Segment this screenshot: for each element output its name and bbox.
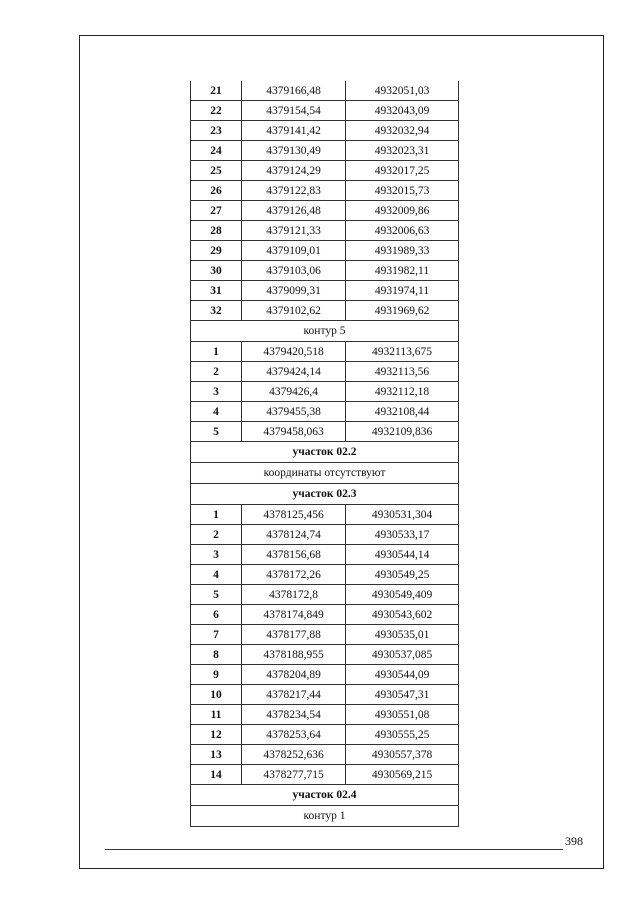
x-coordinate-cell: 4379109,01 [242, 241, 346, 261]
table-row [191, 362, 459, 382]
coordinates-table-body [191, 81, 459, 827]
section-heading: участок 02.4 [191, 785, 459, 806]
y-coordinate-cell: 4932015,73 [346, 181, 459, 201]
table-row [191, 161, 459, 181]
table-row [191, 565, 459, 585]
table-row [191, 301, 459, 321]
table-row [191, 705, 459, 725]
x-coordinate-cell: 4379126,48 [242, 201, 346, 221]
point-number-cell: 27 [191, 201, 242, 221]
table-row [191, 505, 459, 525]
table-row [191, 201, 459, 221]
table-row [191, 261, 459, 281]
x-coordinate-cell: 4378234,54 [242, 705, 346, 725]
x-coordinate-cell: 4378124,74 [242, 525, 346, 545]
point-number-cell: 2 [191, 362, 242, 382]
y-coordinate-cell: 4931969,62 [346, 301, 459, 321]
section-heading: участок 02.2 [191, 442, 459, 463]
x-coordinate-cell: 4379420,518 [242, 342, 346, 362]
x-coordinate-cell: 4378217,44 [242, 685, 346, 705]
y-coordinate-cell: 4930569,215 [346, 765, 459, 785]
y-coordinate-cell: 4930537,085 [346, 645, 459, 665]
y-coordinate-cell: 4932043,09 [346, 101, 459, 121]
point-number-cell: 24 [191, 141, 242, 161]
point-number-cell: 6 [191, 605, 242, 625]
point-number-cell: 21 [191, 81, 242, 101]
y-coordinate-cell: 4932113,675 [346, 342, 459, 362]
table-row [191, 101, 459, 121]
point-number-cell: 22 [191, 101, 242, 121]
note-row [191, 463, 459, 484]
point-number-cell: 3 [191, 382, 242, 402]
x-coordinate-cell: 4378277,715 [242, 765, 346, 785]
contour-label: контур 5 [191, 321, 459, 342]
y-coordinate-cell: 4930531,304 [346, 505, 459, 525]
x-coordinate-cell: 4379102,62 [242, 301, 346, 321]
x-coordinate-cell: 4379455,38 [242, 402, 346, 422]
coordinates-table [190, 81, 459, 827]
x-coordinate-cell: 4379458,063 [242, 422, 346, 442]
x-coordinate-cell: 4379424,14 [242, 362, 346, 382]
point-number-cell: 2 [191, 525, 242, 545]
y-coordinate-cell: 4930555,25 [346, 725, 459, 745]
contour-row [191, 806, 459, 827]
y-coordinate-cell: 4930551,08 [346, 705, 459, 725]
y-coordinate-cell: 4932009,86 [346, 201, 459, 221]
table-row [191, 545, 459, 565]
x-coordinate-cell: 4379426,4 [242, 382, 346, 402]
section-row [191, 484, 459, 505]
table-row [191, 765, 459, 785]
x-coordinate-cell: 4378204,89 [242, 665, 346, 685]
point-number-cell: 31 [191, 281, 242, 301]
table-row [191, 141, 459, 161]
x-coordinate-cell: 4379154,54 [242, 101, 346, 121]
x-coordinate-cell: 4379099,31 [242, 281, 346, 301]
x-coordinate-cell: 4379124,29 [242, 161, 346, 181]
y-coordinate-cell: 4930544,09 [346, 665, 459, 685]
y-coordinate-cell: 4930549,409 [346, 585, 459, 605]
point-number-cell: 14 [191, 765, 242, 785]
point-number-cell: 32 [191, 301, 242, 321]
point-number-cell: 9 [191, 665, 242, 685]
table-row [191, 625, 459, 645]
y-coordinate-cell: 4930547,31 [346, 685, 459, 705]
x-coordinate-cell: 4378156,68 [242, 545, 346, 565]
y-coordinate-cell: 4930535,01 [346, 625, 459, 645]
y-coordinate-cell: 4931974,11 [346, 281, 459, 301]
table-row [191, 645, 459, 665]
point-number-cell: 5 [191, 422, 242, 442]
coordinates-table-wrap [190, 81, 457, 827]
x-coordinate-cell: 4379103,06 [242, 261, 346, 281]
point-number-cell: 12 [191, 725, 242, 745]
y-coordinate-cell: 4932112,18 [346, 382, 459, 402]
point-number-cell: 7 [191, 625, 242, 645]
page-number: 398 [565, 834, 583, 848]
table-row [191, 342, 459, 362]
x-coordinate-cell: 4378125,456 [242, 505, 346, 525]
table-row [191, 221, 459, 241]
table-row [191, 402, 459, 422]
point-number-cell: 23 [191, 121, 242, 141]
point-number-cell: 11 [191, 705, 242, 725]
section-row [191, 785, 459, 806]
point-number-cell: 30 [191, 261, 242, 281]
y-coordinate-cell: 4932032,94 [346, 121, 459, 141]
table-row [191, 725, 459, 745]
point-number-cell: 4 [191, 565, 242, 585]
note-text: координаты отсутствуют [191, 463, 459, 484]
point-number-cell: 28 [191, 221, 242, 241]
x-coordinate-cell: 4378172,8 [242, 585, 346, 605]
x-coordinate-cell: 4379122,83 [242, 181, 346, 201]
x-coordinate-cell: 4379141,42 [242, 121, 346, 141]
table-row [191, 665, 459, 685]
point-number-cell: 10 [191, 685, 242, 705]
y-coordinate-cell: 4932109,836 [346, 422, 459, 442]
x-coordinate-cell: 4378252,636 [242, 745, 346, 765]
table-row [191, 525, 459, 545]
point-number-cell: 8 [191, 645, 242, 665]
table-row [191, 121, 459, 141]
y-coordinate-cell: 4932051,03 [346, 81, 459, 101]
point-number-cell: 1 [191, 342, 242, 362]
point-number-cell: 4 [191, 402, 242, 422]
point-number-cell: 3 [191, 545, 242, 565]
y-coordinate-cell: 4930543,602 [346, 605, 459, 625]
x-coordinate-cell: 4378188,955 [242, 645, 346, 665]
contour-label: контур 1 [191, 806, 459, 827]
point-number-cell: 1 [191, 505, 242, 525]
x-coordinate-cell: 4379130,49 [242, 141, 346, 161]
point-number-cell: 13 [191, 745, 242, 765]
table-row [191, 585, 459, 605]
section-heading: участок 02.3 [191, 484, 459, 505]
x-coordinate-cell: 4378253,64 [242, 725, 346, 745]
x-coordinate-cell: 4378177,88 [242, 625, 346, 645]
x-coordinate-cell: 4379166,48 [242, 81, 346, 101]
point-number-cell: 29 [191, 241, 242, 261]
y-coordinate-cell: 4930544,14 [346, 545, 459, 565]
table-row [191, 605, 459, 625]
x-coordinate-cell: 4379121,33 [242, 221, 346, 241]
x-coordinate-cell: 4378174,849 [242, 605, 346, 625]
y-coordinate-cell: 4930549,25 [346, 565, 459, 585]
y-coordinate-cell: 4932023,31 [346, 141, 459, 161]
section-row [191, 442, 459, 463]
y-coordinate-cell: 4931989,33 [346, 241, 459, 261]
table-row [191, 685, 459, 705]
y-coordinate-cell: 4931982,11 [346, 261, 459, 281]
y-coordinate-cell: 4932113,56 [346, 362, 459, 382]
contour-row [191, 321, 459, 342]
y-coordinate-cell: 4930557,378 [346, 745, 459, 765]
footer-rule [105, 849, 563, 850]
table-row [191, 241, 459, 261]
point-number-cell: 25 [191, 161, 242, 181]
x-coordinate-cell: 4378172,26 [242, 565, 346, 585]
y-coordinate-cell: 4932006,63 [346, 221, 459, 241]
table-row [191, 745, 459, 765]
point-number-cell: 26 [191, 181, 242, 201]
y-coordinate-cell: 4930533,17 [346, 525, 459, 545]
y-coordinate-cell: 4932108,44 [346, 402, 459, 422]
table-row [191, 181, 459, 201]
y-coordinate-cell: 4932017,25 [346, 161, 459, 181]
point-number-cell: 5 [191, 585, 242, 605]
table-row [191, 382, 459, 402]
table-row [191, 281, 459, 301]
table-row [191, 422, 459, 442]
table-row [191, 81, 459, 101]
